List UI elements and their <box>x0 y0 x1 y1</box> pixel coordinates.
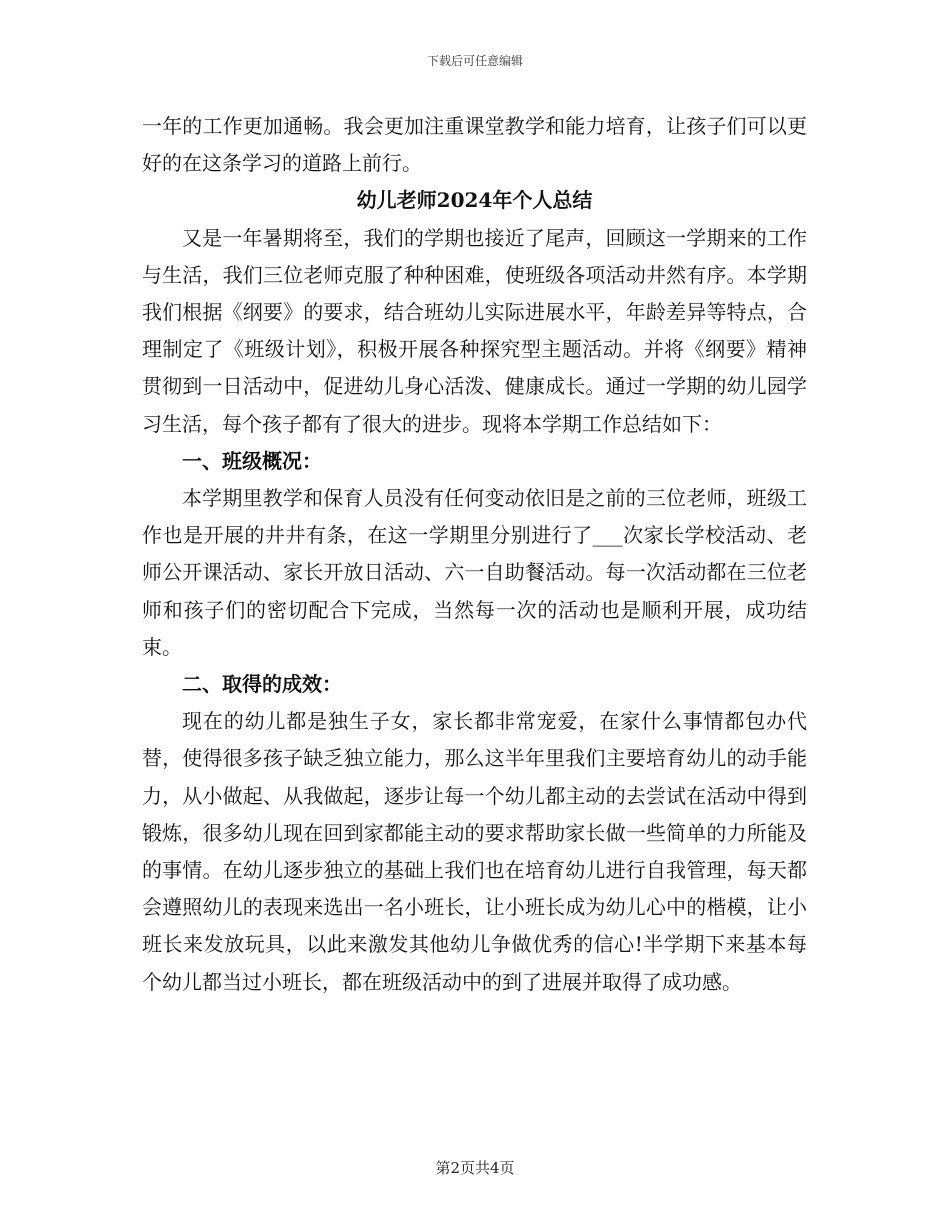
intro-paragraph: 又是一年暑期将至，我们的学期也接近了尾声，回顾这一学期来的工作与生活，我们三位老师克服了种种困难，使班级各项活动井然有序。本学期我们根据《纲要》的要求，结合班幼儿实际进展水平，年龄差异等特点，合理制定了《班级计划》，积极开展各种探究型主题活动。并将《纲要》精神贯彻到一日活动中，促进幼儿身心活泼、健康成长。通过一学期的幼儿园学习生活，每个孩子都有了很大的进步。现将本学期工作总结如下： <box>142 225 807 436</box>
document-body <box>142 108 807 1001</box>
continuation-paragraph: 一年的工作更加通畅。我会更加注重课堂教学和能力培育，让孩子们可以更好的在这条学习的道路上前行。 <box>142 114 807 176</box>
section-heading-class-overview: 一、班级概况： <box>182 448 322 473</box>
class-overview-paragraph: 本学期里教学和保育人员没有任何变动依旧是之前的三位老师，班级工作也是开展的井井有条，在这一学期里分别进行了___次家长学校活动、老师公开课活动、家长开放日活动、六一自助餐活动。每一次活动都在三位老师和孩子们的密切配合下完成，当然每一次的活动也是顺利开展，成功结束。 <box>142 486 807 659</box>
achievements-paragraph: 现在的幼儿都是独生子女，家长都非常宠爱，在家什么事情都包办代替，使得很多孩子缺乏独立能力，那么这半年里我们主要培育幼儿的动手能力，从小做起、从我做起，逐步让每一个幼儿都主动的去尝试在活动中得到锻炼，很多幼儿现在回到家都能主动的要求帮助家长做一些简单的力所能及的事情。在幼儿逐步独立的基础上我们也在培育幼儿进行自我管理，每天都会遵照幼儿的表现来选出一名小班长，让小班长成为幼儿心中的楷模，让小班长来发放玩具，以此来激发其他幼儿争做优秀的信心!半学期下来基本每个幼儿都当过小班长，都在班级活动中的到了进展并取得了成功感。 <box>142 709 807 994</box>
page-footer: 第2页共4页 <box>435 1159 515 1177</box>
page-header: 下载后可任意编辑 <box>426 54 523 68</box>
section-heading-achievements: 二、取得的成效： <box>182 672 342 697</box>
document-title: 幼儿老师2024年个人总结 <box>356 188 593 213</box>
